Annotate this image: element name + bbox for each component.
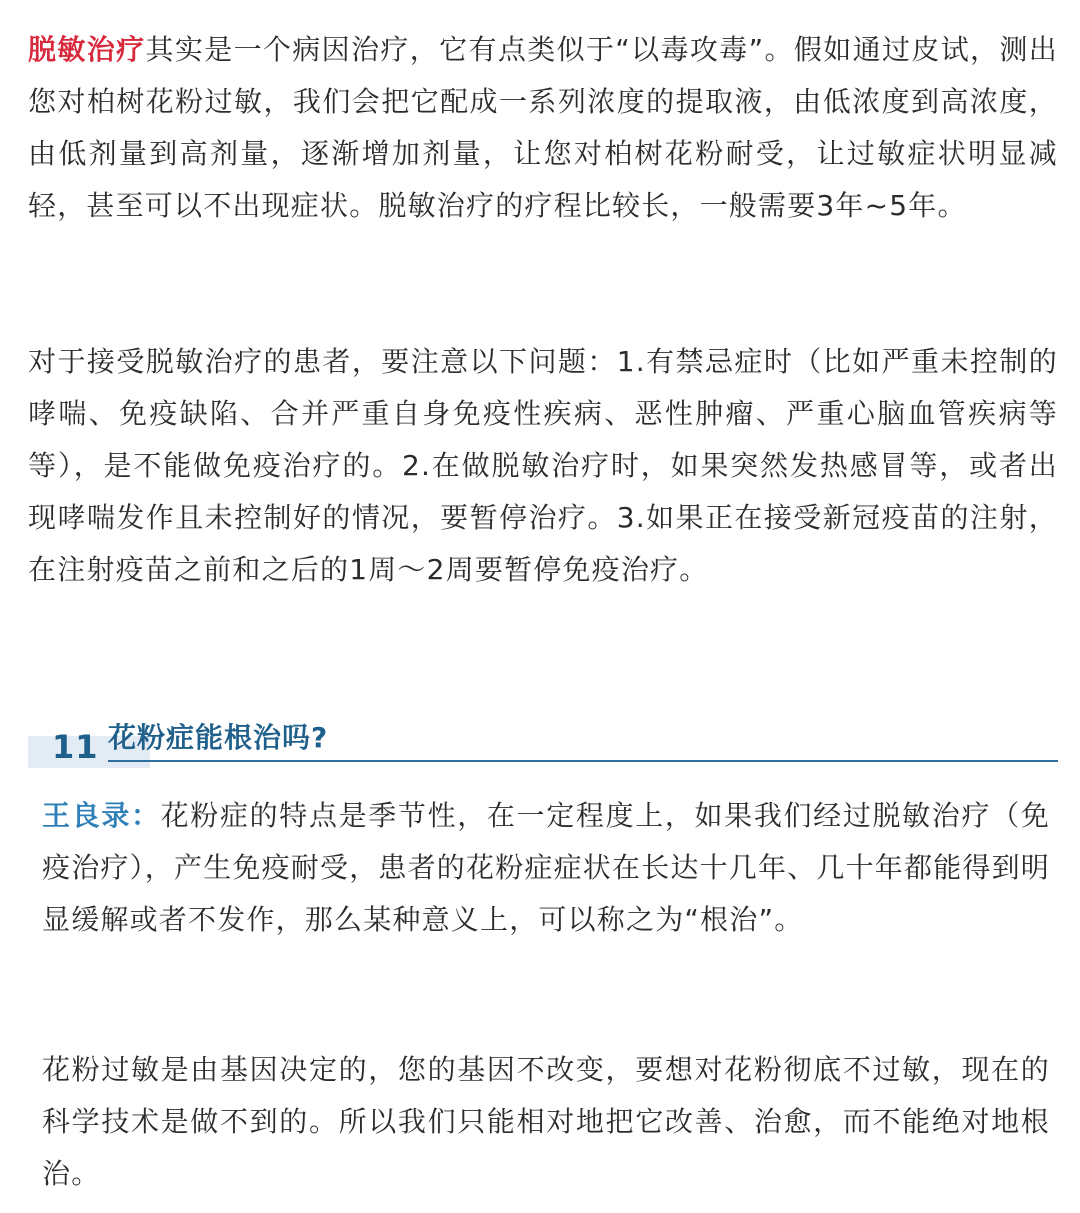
paragraph-desensitization-intro [28, 24, 1058, 232]
highlight-term: 脱敏治疗 [28, 33, 146, 66]
paragraph-text: 其实是一个病因治疗，它有点类似于“以毒攻毒”。假如通过皮试，测出您对柏树花粉过敏，我们会把它配成一系列浓度的提取液，由低浓度到高浓度，由低剂量到高剂量，逐渐增加剂量，让您对柏树花粉耐受，让过敏症状明显减轻，甚至可以不出现症状。脱敏治疗的疗程比较长，一般需要3年~5年。 [28, 33, 1058, 222]
paragraph-text: 花粉症的特点是季节性，在一定程度上，如果我们经过脱敏治疗（免疫治疗），产生免疫耐受，患者的花粉症症状在长达十几年、几十年都能得到明显缓解或者不发作，那么某种意义上，可以称之为“根治”。 [42, 799, 1051, 936]
section-divider [108, 760, 1058, 762]
paragraph-answer [42, 790, 1050, 946]
speaker-name: 王良录： [42, 799, 161, 832]
paragraph-conclusion [42, 1044, 1050, 1200]
paragraph-text: 对于接受脱敏治疗的患者，要注意以下问题：1.有禁忌症时（比如严重未控制的哮喘、免疫缺陷、合并严重自身免疫性疾病、恶性肿瘤、严重心脑血管疾病等等），是不能做免疫治疗的。2.在做脱敏治疗时，如果突然发热感冒等，或者出现哮喘发作且未控制好的情况，要暂停治疗。3.如果正在接受新冠疫苗的注射，在注射疫苗之前和之后的1周～2周要暂停免疫治疗。 [28, 345, 1058, 586]
paragraph-text: 花粉过敏是由基因决定的，您的基因不改变，要想对花粉彻底不过敏，现在的科学技术是做不到的。所以我们只能相对地把它改善、治愈，而不能绝对地根治。 [42, 1053, 1050, 1190]
section-title: 花粉症能根治吗? [108, 721, 329, 754]
paragraph-precautions [28, 336, 1058, 596]
section-number: 11 [52, 728, 99, 766]
